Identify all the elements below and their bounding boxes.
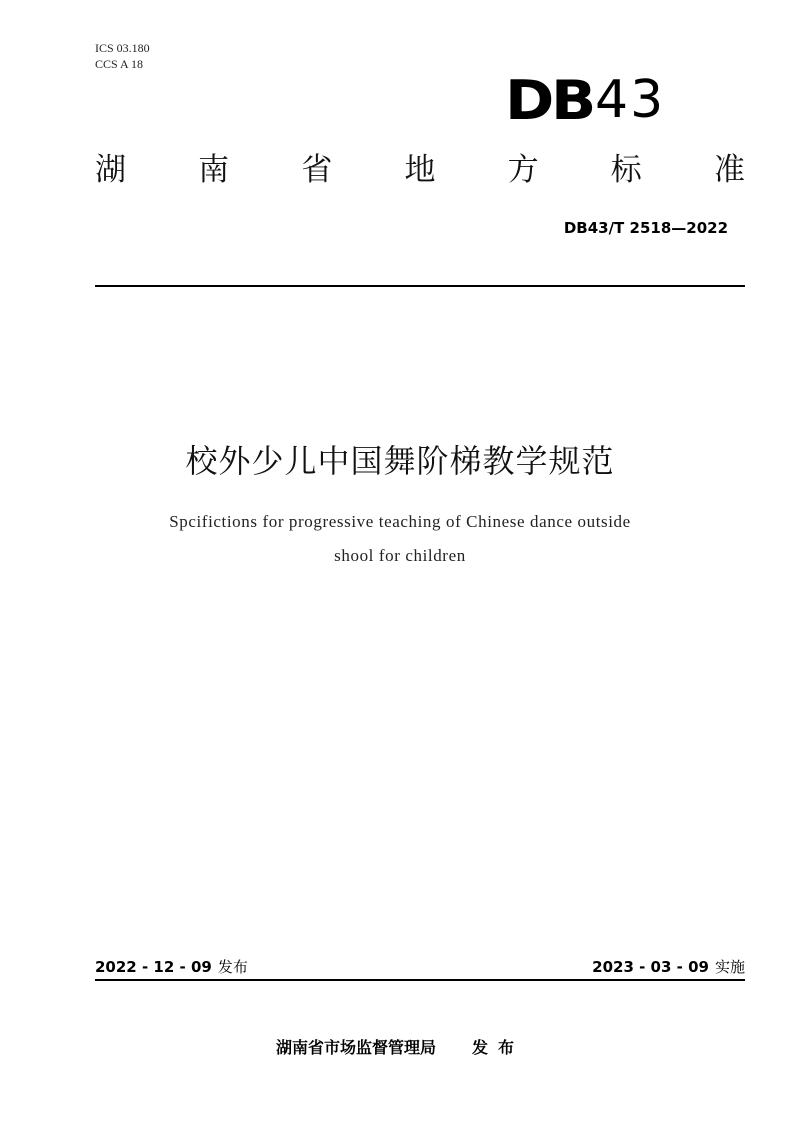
issuer-line [0,1035,800,1058]
standard-title-char: 准 [713,152,745,188]
standard-title-char: 标 [610,152,642,188]
bottom-divider [95,979,745,981]
classification-codes [95,40,150,72]
standard-title-char: 方 [507,152,539,188]
ics-code: ICS 03.180 [95,41,150,55]
issuer-verb: 发布 [472,1038,525,1057]
document-title-en [0,505,800,573]
effective-date: 2023 - 03 - 09 [592,958,709,976]
standard-type-title [95,150,745,190]
db-standard-logo [505,68,666,132]
date-row [95,956,745,977]
ccs-code: CCS A 18 [95,57,144,71]
db-region-code: 43 [594,70,666,130]
db-mark: DB [505,68,593,132]
standard-title-char: 省 [301,152,333,188]
document-title-cn: 校外少儿中国舞阶梯教学规范 [185,442,615,480]
top-divider [95,285,745,287]
standard-code: DB43/T 2518—2022 [563,219,728,237]
document-title-en-line1: Spcifictions for progressive teaching of Chinese dance outside [169,512,631,531]
publish-date: 2022 - 12 - 09 [95,958,212,976]
document-title-en-line2: shool for children [334,546,466,565]
publish-date-block [95,956,248,977]
standard-title-char: 地 [404,152,436,188]
standard-title-char: 湖 [95,152,126,188]
publish-label: 发布 [217,958,248,976]
effective-date-block [592,956,745,977]
issuer-name: 湖南省市场监督管理局 [275,1038,436,1057]
standard-title-char: 南 [198,152,230,188]
effective-label: 实施 [714,958,745,976]
